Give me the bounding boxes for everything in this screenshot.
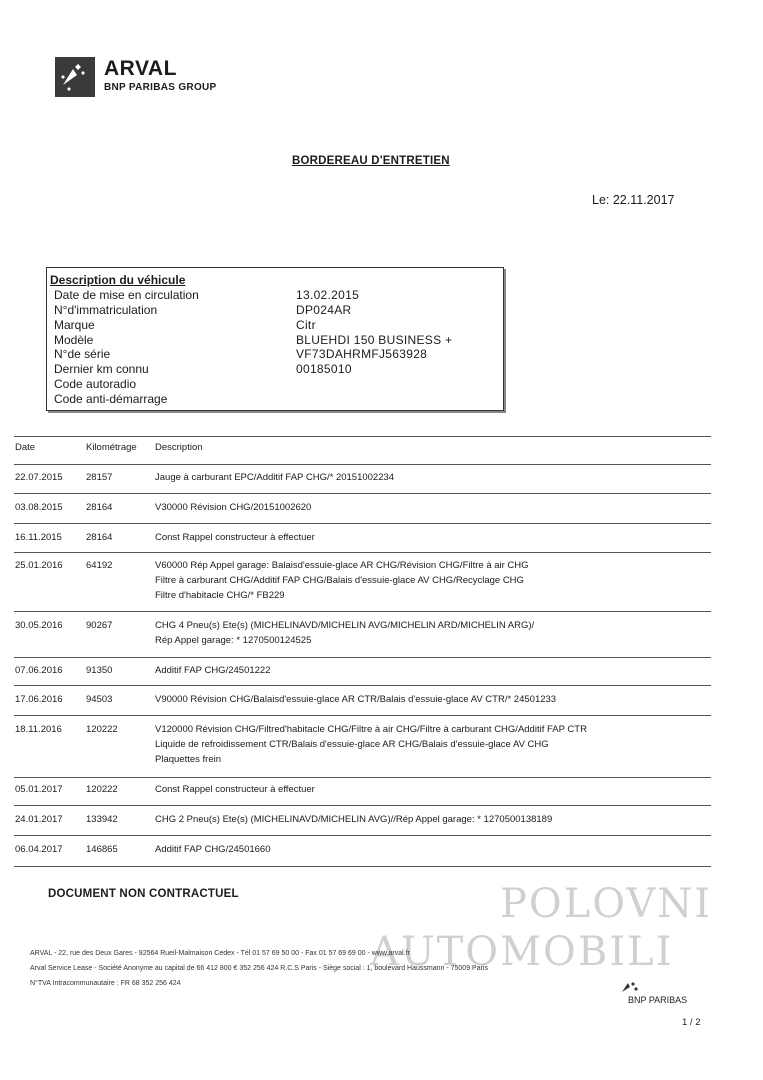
row-km: 28164 — [86, 532, 113, 543]
table-divider — [14, 685, 711, 686]
watermark-line: POLOVNI — [500, 881, 713, 927]
row-description: CHG 2 Pneu(s) Ete(s) (MICHELINAVD/MICHELIN AVG)//Rép Appel garage: * 1270500138189 — [155, 814, 553, 825]
table-divider — [14, 805, 711, 806]
vehicle-value: DP024AR — [296, 303, 352, 317]
row-description: V120000 Révision CHG/Filtred'habitacle CHG/Filtre à air CHG/Filtre à carburant CHG/Additif FAP CTR — [155, 724, 587, 735]
row-date: 07.06.2016 — [15, 665, 63, 676]
row-date: 03.08.2015 — [15, 502, 63, 513]
row-km: 120222 — [86, 724, 118, 735]
row-date: 30.05.2016 — [15, 620, 63, 631]
header-description: Description — [155, 442, 203, 453]
table-divider — [14, 523, 711, 524]
table-divider — [14, 777, 711, 778]
watermark-line: AUTOMOBILI — [370, 929, 674, 975]
row-description: Liquide de refroidissement CTR/Balais d'essuie-glace AR CHG/Balais d'essuie-glace AV CHG — [155, 739, 549, 750]
row-date: 16.11.2015 — [15, 532, 62, 543]
vehicle-value: BLUEHDI 150 BUSINESS + — [296, 333, 453, 347]
row-date: 24.01.2017 — [15, 814, 63, 825]
vehicle-value: Citr — [296, 318, 316, 332]
footer-vat: N°TVA Intracommunautaire : FR 68 352 256 424 — [30, 980, 181, 987]
document-title: BORDEREAU D'ENTRETIEN — [292, 155, 450, 167]
footer-address: ARVAL - 22, rue des Deux Gares - 92564 Rueil-Malmaison Cedex - Tél 01 57 69 50 00 - Fax 01 57 69 69 00 - www.arval.fr — [30, 950, 410, 957]
bnp-logo-icon — [620, 980, 640, 994]
row-km: 28164 — [86, 502, 113, 513]
table-divider — [14, 835, 711, 836]
footer-company: Arval Service Lease - Société Anonyme au capital de 66 412 800 € 352 256 424 R.C.S Paris - Siège social : 1, boulevard Haussmann - 75009 Paris — [30, 965, 488, 972]
table-divider — [14, 436, 711, 437]
row-description: Additif FAP CHG/24501660 — [155, 844, 271, 855]
vehicle-value: 00185010 — [296, 362, 352, 376]
row-km: 120222 — [86, 784, 118, 795]
row-description: Const Rappel constructeur à effectuer — [155, 532, 315, 543]
row-km: 90267 — [86, 620, 113, 631]
table-divider — [14, 493, 711, 494]
row-description: CHG 4 Pneu(s) Ete(s) (MICHELINAVD/MICHELIN AVG/MICHELIN ARD/MICHELIN ARG)/ — [155, 620, 535, 631]
row-description: Jauge à carburant EPC/Additif FAP CHG/* 20151002234 — [155, 472, 395, 483]
table-divider — [14, 552, 711, 553]
row-description: Filtre à carburant CHG/Additif FAP CHG/Balais d'essuie-glace AV CHG/Recyclage CHG — [155, 575, 524, 586]
row-date: 18.11.2016 — [15, 724, 62, 735]
row-description: Plaquettes frein — [155, 754, 222, 765]
table-divider — [14, 657, 711, 658]
vehicle-label: Code anti-démarrage — [54, 392, 168, 406]
page-number: 1 / 2 — [682, 1017, 701, 1028]
brand-group: BNP PARIBAS GROUP — [104, 82, 217, 93]
row-km: 91350 — [86, 665, 113, 676]
row-description: Const Rappel constructeur à effectuer — [155, 784, 315, 795]
row-km: 94503 — [86, 694, 113, 705]
vehicle-section-title: Description du véhicule — [50, 273, 186, 287]
vehicle-label: Marque — [54, 318, 95, 332]
row-km: 146865 — [86, 844, 118, 855]
row-date: 22.07.2015 — [15, 472, 63, 483]
vehicle-value: 13.02.2015 — [296, 288, 360, 302]
row-description: V30000 Révision CHG/20151002620 — [155, 502, 312, 513]
row-date: 06.04.2017 — [15, 844, 63, 855]
row-description: Rép Appel garage: * 1270500124525 — [155, 635, 312, 646]
vehicle-label: N°d'immatriculation — [54, 303, 158, 317]
vehicle-value: VF73DAHRMFJ563928 — [296, 347, 428, 361]
vehicle-label: Code autoradio — [54, 377, 137, 391]
table-divider — [14, 715, 711, 716]
vehicle-label: Date de mise en circulation — [54, 288, 199, 302]
header-km: Kilométrage — [86, 442, 137, 453]
row-km: 64192 — [86, 560, 113, 571]
row-km: 133942 — [86, 814, 118, 825]
arval-logo-icon — [55, 57, 95, 97]
table-divider — [14, 611, 711, 612]
row-description: Additif FAP CHG/24501222 — [155, 665, 271, 676]
row-km: 28157 — [86, 472, 113, 483]
table-divider — [14, 464, 711, 465]
vehicle-label: Modèle — [54, 333, 94, 347]
row-date: 17.06.2016 — [15, 694, 63, 705]
row-description: V60000 Rép Appel garage: Balaisd'essuie-glace AR CHG/Révision CHG/Filtre à air CHG — [155, 560, 529, 571]
row-description: Filtre d'habitacle CHG/* FB229 — [155, 590, 285, 601]
row-date: 25.01.2016 — [15, 560, 63, 571]
bnp-name: BNP PARIBAS — [628, 995, 688, 1005]
vehicle-label: N°de série — [54, 347, 111, 361]
brand-name: ARVAL — [104, 57, 177, 80]
document-date: Le: 22.11.2017 — [592, 193, 675, 207]
vehicle-label: Dernier km connu — [54, 362, 149, 376]
header-date: Date — [15, 442, 36, 453]
row-date: 05.01.2017 — [15, 784, 63, 795]
table-divider — [14, 866, 711, 867]
non-contractual-notice: DOCUMENT NON CONTRACTUEL — [48, 888, 239, 900]
row-description: V90000 Révision CHG/Balaisd'essuie-glace AR CTR/Balais d'essuie-glace AV CTR/* 24501233 — [155, 694, 557, 705]
